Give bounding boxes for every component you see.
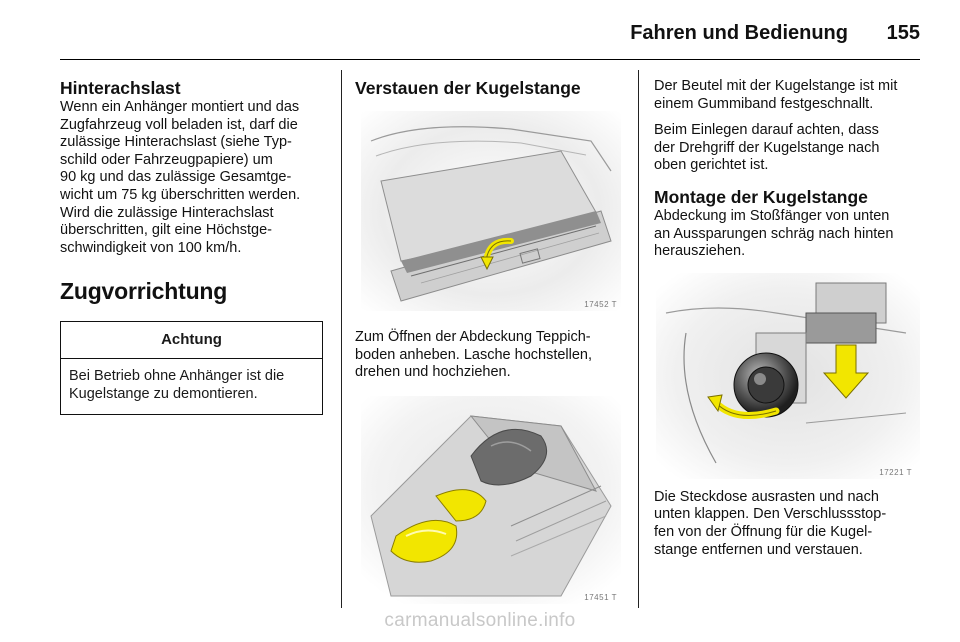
paragraph-cover-removal (654, 208, 924, 261)
text-line: einem Gummiband festgeschnallt. (654, 95, 874, 112)
column-2 (355, 78, 623, 614)
figure-socket (656, 273, 916, 479)
text-line: Zum Öffnen der Abdeckung Teppich- (355, 329, 591, 345)
text-line: fen von der Öffnung für die Kugel- (654, 523, 873, 540)
text-line: überschritten, gilt eine Höchstge- (60, 222, 272, 239)
heading-zugvorrichtung: Zugvorrichtung (60, 278, 228, 305)
text-line: wicht um 75 kg überschritten werden. (60, 186, 301, 203)
column-1 (60, 78, 326, 415)
text-line: boden anheben. Lasche hochstellen, (355, 346, 593, 363)
figure-number: 17452 T (584, 300, 617, 309)
paragraph-hinterachslast (60, 99, 326, 257)
column-3 (654, 78, 924, 559)
text-line: zulässige Hinterachslast (siehe Typ- (60, 134, 292, 151)
header-title: Fahren und Bedienung (630, 22, 848, 44)
text-line: Wird die zulässige Hinterachslast (60, 204, 274, 221)
text-line: Bei Betrieb ohne Anhänger ist die (69, 368, 285, 385)
watermark: carmanualsonline.info (384, 610, 576, 631)
tow-bar-bag-illustration (361, 396, 621, 604)
text-line: Wenn ein Anhänger montiert und das (60, 99, 300, 115)
heading-hinterachslast: Hinterachslast (60, 78, 181, 98)
text-line: drehen und hochziehen. (355, 364, 511, 381)
trunk-cover-illustration (361, 111, 621, 311)
text-line: Die Steckdose ausrasten und nach (654, 488, 879, 505)
figure-tow-bar-bag (361, 396, 621, 604)
paragraph-socket (654, 489, 924, 559)
text-line: Der Beutel mit der Kugelstange ist mit (654, 78, 898, 94)
page-header (60, 20, 920, 60)
text-line: Beim Einlegen darauf achten, dass (654, 122, 879, 139)
figure-number: 17221 T (879, 467, 912, 477)
warning-text (61, 359, 322, 413)
column-divider-1 (341, 70, 342, 608)
heading-verstauen: Verstauen der Kugelstange (355, 78, 581, 98)
heading-montage: Montage der Kugelstange (654, 186, 868, 207)
figure-number: 17451 T (584, 592, 617, 602)
text-line: 90 kg und das zulässige Gesamtge- (60, 169, 292, 186)
text-line: schwindigkeit von 100 km/h. (60, 239, 242, 256)
paragraph-open-cover (355, 329, 623, 382)
paragraph-bag (654, 78, 924, 113)
text-line: an Aussparungen schräg nach hinten (654, 225, 894, 242)
text-line: Abdeckung im Stoßfänger von unten (654, 207, 890, 224)
text-line: Kugelstange zu demontieren. (69, 385, 258, 402)
warning-box (60, 321, 323, 414)
paragraph-insert (654, 122, 924, 175)
text-line: der Drehgriff der Kugelstange nach (654, 139, 880, 156)
warning-title: Achtung (61, 322, 322, 359)
socket-illustration (656, 273, 920, 479)
text-line: stange entfernen und verstauen. (654, 541, 863, 558)
text-line: herausziehen. (654, 243, 746, 260)
text-line: schild oder Fahrzeugpapiere) um (60, 151, 273, 168)
text-line: unten klappen. Den Verschlussstop- (654, 506, 887, 523)
text-line: Zugfahrzeug voll beladen ist, darf die (60, 116, 298, 133)
figure-trunk-cover (361, 111, 621, 311)
text-line: oben gerichtet ist. (654, 157, 769, 174)
page-number: 155 (886, 22, 920, 44)
column-divider-2 (638, 70, 639, 608)
